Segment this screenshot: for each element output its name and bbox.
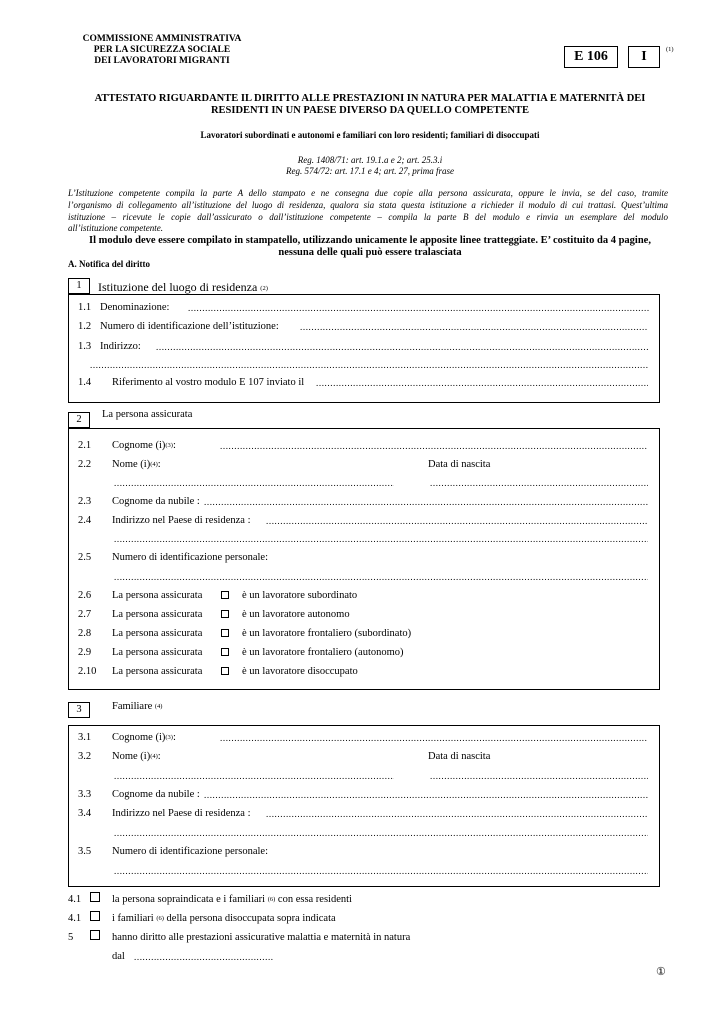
- option-2-10-person: La persona assicurata: [112, 666, 203, 677]
- field-2-3-label: Cognome da nubile :: [112, 496, 200, 507]
- option-2-10-label: è un lavoratore disoccupato: [242, 666, 358, 677]
- option-2-7-number: 2.7: [78, 609, 92, 620]
- section-2-title: La persona assicurata: [102, 409, 193, 420]
- section-1-number: 1: [76, 280, 82, 291]
- option-2-6-checkbox[interactable]: [221, 591, 229, 599]
- insured-dob-label: Data di nascita: [428, 459, 491, 470]
- field-1-1-label: Denominazione:: [100, 302, 170, 313]
- option-2-8-label: è un lavoratore frontaliero (subordinato): [242, 628, 412, 639]
- field-3-3-number: 3.3: [78, 789, 92, 800]
- field-3-4-label: Indirizzo nel Paese di residenza :: [112, 808, 251, 819]
- intro-line-1: L’Istituzione competente compila la parte A dello stampato e ne consegna due copie alla persona assicurata, oppure le invia, se del caso, tramite: [68, 188, 668, 198]
- field-3-2-label: Nome (i)(4):: [112, 751, 161, 762]
- option-2-6-label: è un lavoratore subordinato: [242, 590, 358, 601]
- field-5-checkbox[interactable]: [90, 930, 100, 940]
- field-3-1-number: 3.1: [78, 732, 92, 743]
- field-2-5-label: Numero di identificazione personale:: [112, 552, 268, 563]
- option-2-9-label: è un lavoratore frontaliero (autonomo): [242, 647, 404, 658]
- page-number-mark: ①: [656, 966, 666, 978]
- org-name: [76, 34, 248, 67]
- field-5-number: 5: [68, 932, 74, 943]
- option-4-1b-label: i familiari (6) della persona disoccupata sopra indicata: [112, 913, 336, 924]
- section-1-title: Istituzione del luogo di residenza (2): [98, 280, 268, 294]
- field-1-2-number: 1.2: [78, 321, 92, 332]
- section-3-title: Familiare (4): [112, 701, 163, 712]
- field-2-3-number: 2.3: [78, 496, 92, 507]
- option-2-10-number: 2.10: [78, 666, 97, 677]
- regulation-2: Reg. 574/72: art. 17.1 e 4; art. 27, prima frase: [286, 166, 454, 176]
- option-2-9-checkbox[interactable]: [221, 648, 229, 656]
- subtitle: Lavoratori subordinati e autonomi e familiari con loro residenti; familiari di disoccupati: [200, 130, 540, 140]
- option-2-6-person: La persona assicurata: [112, 590, 203, 601]
- field-3-1-label: Cognome (i)(3):: [112, 732, 176, 743]
- institution-id-field[interactable]: [300, 323, 648, 332]
- option-4-1b-checkbox[interactable]: [90, 911, 100, 921]
- field-3-2-number: 3.2: [78, 751, 92, 762]
- section-2-number-box: [68, 412, 90, 428]
- form-code: E 106: [574, 49, 608, 64]
- family-dob-label: Data di nascita: [428, 751, 491, 762]
- field-3-5-number: 3.5: [78, 846, 92, 857]
- family-personal-id-field[interactable]: [114, 867, 648, 876]
- option-2-8-checkbox[interactable]: [221, 629, 229, 637]
- option-2-7-person: La persona assicurata: [112, 609, 203, 620]
- option-2-7-label: è un lavoratore autonomo: [242, 609, 350, 620]
- insured-personal-id-field[interactable]: [114, 573, 648, 582]
- field-1-2-label: Numero di identificazione dell’istituzione:: [100, 321, 279, 332]
- option-2-9-person: La persona assicurata: [112, 647, 203, 658]
- section-a-heading: A. Notifica del diritto: [68, 259, 150, 269]
- option-4-1a-checkbox[interactable]: [90, 892, 100, 902]
- org-line-3: DEI LAVORATORI MIGRANTI: [94, 56, 230, 66]
- field-1-4-label: Riferimento al vostro modulo E 107 inviato il: [112, 377, 305, 388]
- field-5-label: hanno diritto alle prestazioni assicurative malattia e maternità in natura: [112, 932, 411, 943]
- insured-dob-field[interactable]: [430, 479, 648, 488]
- insured-address-field-2[interactable]: [114, 535, 648, 544]
- insured-surname-field[interactable]: [220, 442, 648, 451]
- insured-name-field[interactable]: [114, 479, 394, 488]
- option-4-1a-number: 4.1: [68, 894, 82, 905]
- section-2-number: 2: [76, 414, 82, 425]
- e107-date-field[interactable]: [316, 379, 648, 388]
- section-1-number-box: [68, 278, 90, 294]
- instructions-bold-2: nessuna delle quali può essere tralasciata: [278, 247, 462, 258]
- family-surname-field[interactable]: [220, 734, 648, 743]
- field-3-4-number: 3.4: [78, 808, 92, 819]
- option-4-1b-number: 4.1: [68, 913, 82, 924]
- country-code: I: [641, 49, 647, 64]
- intro-line-4: all’istituzione competente.: [68, 223, 163, 233]
- field-1-1-number: 1.1: [78, 302, 92, 313]
- field-1-3-number: 1.3: [78, 341, 92, 352]
- option-2-9-number: 2.9: [78, 647, 92, 658]
- section-3-number: 3: [76, 704, 82, 715]
- field-2-4-label: Indirizzo nel Paese di residenza :: [112, 515, 251, 526]
- family-name-field[interactable]: [114, 772, 394, 781]
- title-line-2: RESIDENTI IN UN PAESE DIVERSO DA QUELLO COMPETENTE: [210, 105, 530, 116]
- intro-line-2: l’organismo di collegamento all’istituzione del luogo di residenza, qualora sia stata questa istituzione a richieder il modulo di cui trattasi. Quest’ultima: [68, 200, 668, 210]
- institution-name-field[interactable]: [188, 304, 650, 313]
- family-maiden-name-field[interactable]: [204, 791, 648, 800]
- option-2-8-person: La persona assicurata: [112, 628, 203, 639]
- country-code-box: [628, 46, 660, 68]
- field-2-5-number: 2.5: [78, 552, 92, 563]
- org-line-2: PER LA SICUREZZA SOCIALE: [93, 45, 231, 55]
- insured-maiden-name-field[interactable]: [204, 498, 648, 507]
- field-2-2-number: 2.2: [78, 459, 92, 470]
- field-2-2-label: Nome (i)(4):: [112, 459, 161, 470]
- start-date-field[interactable]: [134, 953, 274, 962]
- start-date-label: dal: [112, 951, 125, 962]
- family-dob-field[interactable]: [430, 772, 648, 781]
- field-1-3-label: Indirizzo:: [100, 341, 141, 352]
- field-3-5-label: Numero di identificazione personale:: [112, 846, 268, 857]
- field-2-4-number: 2.4: [78, 515, 92, 526]
- field-3-3-label: Cognome da nubile :: [112, 789, 200, 800]
- org-line-1: COMMISSIONE AMMINISTRATIVA: [82, 34, 242, 44]
- intro-line-3: istituzione – ricevute le copie dall’assicurato o dall’istituzione competente – compila la parte B del modulo e rinvia un esemplare del modulo: [68, 212, 668, 222]
- field-2-1-label: Cognome (i)(3):: [112, 440, 176, 451]
- option-2-8-number: 2.8: [78, 628, 92, 639]
- option-2-7-checkbox[interactable]: [221, 610, 229, 618]
- footnote-ref: (1): [666, 46, 674, 53]
- regulation-1: Reg. 1408/71: art. 19.1.a e 2; art. 25.3.i: [297, 155, 443, 165]
- title-line-1: ATTESTATO RIGUARDANTE IL DIRITTO ALLE PRESTAZIONI IN NATURA PER MALATTIA E MATERNITÀ DEI: [94, 93, 646, 104]
- section-3-number-box: [68, 702, 90, 718]
- institution-address-field[interactable]: [156, 343, 648, 352]
- option-2-6-number: 2.6: [78, 590, 92, 601]
- field-1-4-number: 1.4: [78, 377, 92, 388]
- option-4-1a-label: la persona sopraindicata e i familiari (6) con essa residenti: [112, 894, 352, 905]
- field-2-1-number: 2.1: [78, 440, 92, 451]
- instructions-bold-1: Il modulo deve essere compilato in stampatello, utilizzando unicamente le apposite linee tratteggiate. E’ costituito da 4 pagine,: [89, 235, 651, 246]
- option-2-10-checkbox[interactable]: [221, 667, 229, 675]
- family-address-field-2[interactable]: [114, 829, 648, 838]
- form-code-box: [564, 46, 618, 68]
- insured-address-field[interactable]: [266, 517, 648, 526]
- family-address-field[interactable]: [266, 810, 648, 819]
- institution-address-field-2[interactable]: [90, 361, 648, 370]
